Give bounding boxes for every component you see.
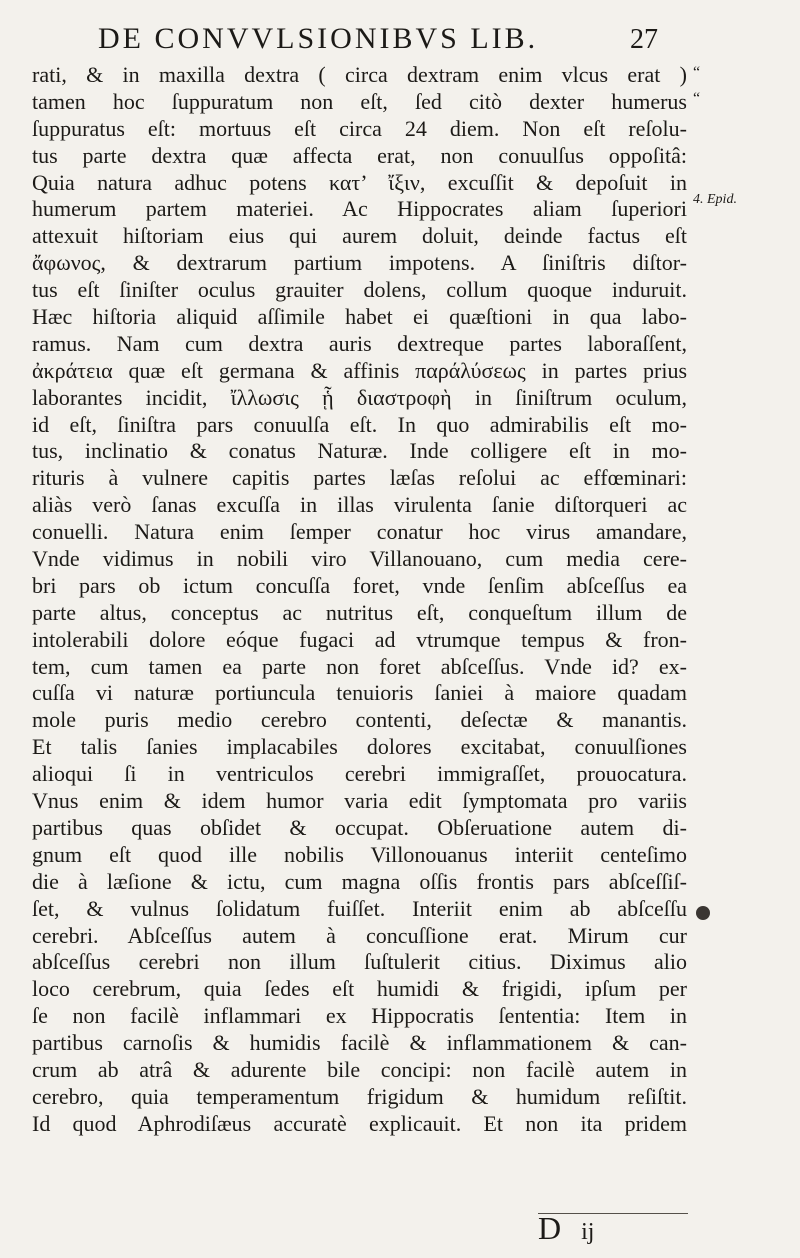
- text-line: aliàs verò ſanas excuſſa in illas virulenta ſanie diſtorqueri ac: [32, 492, 687, 518]
- text-line: laborantes incidit, ἴλλωσις ᾗ διαστροφὴ in ſiniſtrum oculum,: [32, 384, 687, 410]
- text-line: loco cerebrum, quia ſedes eſt humidi & frigidi, ipſum per: [32, 976, 687, 1002]
- text-line: humerum partem materiei. Ac Hippocrates aliam ſuperiori: [32, 196, 687, 222]
- text-line: die à læſione & ictu, cum magna oſſis frontis pars abſceſſiſ-: [32, 868, 687, 894]
- page-header: [98, 22, 658, 56]
- text-line: cerebro, quia temperamentum frigidum & humidum reſiſtit.: [32, 1083, 687, 1109]
- text-line: partibus carnoſis & humidis facilè & inflammationem & can-: [32, 1030, 687, 1056]
- text-line: attexuit hiſtoriam eius qui aurem doluit, deinde factus eſt: [32, 223, 687, 249]
- signature-number: ij: [581, 1219, 595, 1245]
- text-line: parte altus, conceptus ac nutritus eſt, conqueſtum illum de: [32, 599, 687, 625]
- text-line: ἄφωνος, & dextrarum partium impotens. A ſiniſtris diſtor-: [32, 250, 687, 276]
- text-line: tus, inclinatio & conatus Naturæ. Inde colligere eſt in mo-: [32, 438, 687, 464]
- text-line: tus parte dextra quæ affecta erat, non conuulſus oppoſitâ:: [32, 142, 687, 168]
- text-line: Vnus enim & idem humor varia edit ſymptomata pro variis: [32, 788, 687, 814]
- text-line: ἀκράτεια quæ eſt germana & affinis παράλύσεως in partes prius: [32, 357, 687, 383]
- text-line: ſuppuratus eſt: mortuus eſt circa 24 diem. Non eſt reſolu-: [32, 115, 687, 141]
- body-text: [32, 62, 687, 1138]
- page-footer: [538, 1210, 688, 1247]
- signature-mark: D: [538, 1210, 562, 1246]
- text-line: rati, & in maxilla dextra ( circa dextram enim vlcus erat ): [32, 62, 687, 87]
- text-line: conuelli. Natura enim ſemper conatur hoc virus amandare,: [32, 519, 687, 545]
- text-line: ſe non facilè inflammari ex Hippocratis ſententia: Item in: [32, 1003, 687, 1029]
- text-line: gnum eſt quod ille nobilis Villonouanus interiit centeſimo: [32, 841, 687, 867]
- text-line: intolerabili dolore eóque fugaci ad vtrumque tempus & fron-: [32, 626, 687, 652]
- text-line: ſet, & vulnus ſolidatum fuiſſet. Interiit enim ab abſceſſu: [32, 895, 687, 921]
- text-line: id eſt, ſiniſtra pars conuulſa eſt. In quo admirabilis eſt mo-: [32, 411, 687, 437]
- ink-spot-icon: [696, 906, 710, 920]
- text-line: Et talis ſanies implacabiles dolores excitabat, conuulſiones: [32, 734, 687, 760]
- text-line: cerebri. Abſceſſus autem à concuſſione erat. Mirum cur: [32, 922, 687, 948]
- marginal-reference: 4. Epid.: [693, 192, 737, 207]
- text-line: tem, cum tamen ea parte non foret abſceſſus. Vnde id? ex-: [32, 653, 687, 679]
- text-line: tamen hoc ſuppuratum non eſt, ſed citò dexter humerus: [32, 88, 687, 114]
- marginal-quote-mark: “: [693, 64, 701, 81]
- text-line: mole puris medio cerebro contenti, deſectæ & manantis.: [32, 707, 687, 733]
- marginal-quote-mark: “: [693, 90, 701, 107]
- text-line: Id quod Aphrodiſæus accuratè explicauit. Et non ita pridem: [32, 1110, 687, 1136]
- text-line: Vnde vidimus in nobili viro Villanouano, cum media cere-: [32, 546, 687, 572]
- text-line: Hæc hiſtoria aliquid aſſimile habet ei quæſtioni in qua labo-: [32, 304, 687, 330]
- text-line: cuſſa vi naturæ portiuncula tenuioris ſaniei à maiore quadam: [32, 680, 687, 706]
- running-head: DE CONVVLSIONIBVS LIB.: [98, 22, 539, 55]
- text-line: Quia natura adhuc potens κατ’ ἴξιν, excuſſit & depoſuit in: [32, 169, 687, 195]
- text-line: rituris à vulnere capitis partes læſas reſolui ac effœminari:: [32, 465, 687, 491]
- text-line: crum ab atrâ & adurente bile concipi: non facilè autem in: [32, 1056, 687, 1082]
- text-line: alioqui ſi in ventriculos cerebri immigraſſet, prouocatura.: [32, 761, 687, 787]
- text-line: ramus. Nam cum dextra auris dextreque partes laboraſſent,: [32, 330, 687, 356]
- text-line: tus eſt ſiniſter oculus grauiter dolens, collum quoque induruit.: [32, 277, 687, 303]
- page-number: 27: [630, 24, 658, 55]
- text-line: bri pars ob ictum concuſſa foret, vnde ſenſim abſceſſus ea: [32, 572, 687, 598]
- text-line: partibus quas obſidet & occupat. Obſeruatione autem di-: [32, 814, 687, 840]
- text-line: abſceſſus cerebri non illum ſuſtulerit citius. Diximus alio: [32, 949, 687, 975]
